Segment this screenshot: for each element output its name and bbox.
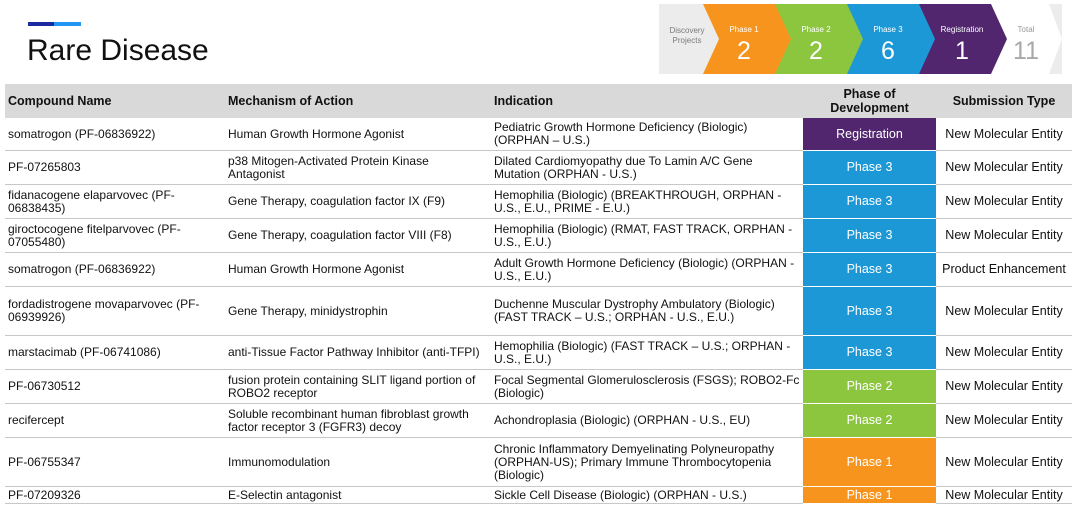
- submission-type: New Molecular Entity: [936, 118, 1072, 151]
- compound-name: PF-06755347: [5, 438, 225, 487]
- phase-badge: Phase 3: [803, 336, 936, 370]
- phase-badge: Phase 2: [803, 370, 936, 404]
- phase-badge: Phase 3: [803, 253, 936, 287]
- submission-type: New Molecular Entity: [936, 151, 1072, 185]
- stage-total-label: Total: [1017, 25, 1035, 34]
- table-row: [5, 185, 1072, 219]
- title-accent-bar: [28, 22, 81, 26]
- stage-phase3-count: 6: [881, 37, 895, 65]
- compound-name: fordadistrogene movaparvovec (PF-06939926): [5, 287, 225, 336]
- table-row: [5, 151, 1072, 185]
- table-header-row: [5, 84, 1072, 118]
- indication: Chronic Inflammatory Demyelinating Polyneuropathy (ORPHAN-US); Primary Immune Thrombocytopenia (Biologic): [491, 438, 803, 487]
- table-row: [5, 118, 1072, 151]
- header-mechanism: Mechanism of Action: [225, 84, 491, 118]
- phase-badge: Phase 3: [803, 151, 936, 185]
- mechanism-of-action: p38 Mitogen-Activated Protein Kinase Antagonist: [225, 151, 491, 185]
- compound-name: somatrogon (PF-06836922): [5, 253, 225, 287]
- mechanism-of-action: Human Growth Hormone Agonist: [225, 253, 491, 287]
- mechanism-of-action: fusion protein containing SLIT ligand portion of ROBO2 receptor: [225, 370, 491, 404]
- table-row: [5, 438, 1072, 487]
- submission-type: New Molecular Entity: [936, 438, 1072, 487]
- mechanism-of-action: Human Growth Hormone Agonist: [225, 118, 491, 151]
- stage-total-count: 11: [1013, 37, 1039, 65]
- page-title: Rare Disease: [27, 34, 209, 67]
- mechanism-of-action: E-Selectin antagonist: [225, 487, 491, 504]
- mechanism-of-action: Soluble recombinant human fibroblast growth factor receptor 3 (FGFR3) decoy: [225, 404, 491, 438]
- compound-name: somatrogon (PF-06836922): [5, 118, 225, 151]
- header-compound-name: Compound Name: [5, 84, 225, 118]
- submission-type: New Molecular Entity: [936, 287, 1072, 336]
- table-row: [5, 336, 1072, 370]
- stage-phase1-count: 2: [737, 37, 751, 65]
- compound-name: giroctocogene fitelparvovec (PF-07055480): [5, 219, 225, 253]
- mechanism-of-action: anti-Tissue Factor Pathway Inhibitor (anti-TFPI): [225, 336, 491, 370]
- table-row: [5, 404, 1072, 438]
- indication: Pediatric Growth Hormone Deficiency (Biologic) (ORPHAN – U.S.): [491, 118, 803, 151]
- submission-type: Product Enhancement: [936, 253, 1072, 287]
- indication: Adult Growth Hormone Deficiency (Biologic) (ORPHAN - U.S., E.U.): [491, 253, 803, 287]
- phase-badge: Phase 3: [803, 287, 936, 336]
- stage-phase3-label: Phase 3: [873, 25, 903, 34]
- mechanism-of-action: Gene Therapy, coagulation factor IX (F9): [225, 185, 491, 219]
- compound-name: PF-07265803: [5, 151, 225, 185]
- stage-phase1-label: Phase 1: [729, 25, 759, 34]
- table-row: [5, 219, 1072, 253]
- table-row: [5, 287, 1072, 336]
- compound-name: fidanacogene elaparvovec (PF-06838435): [5, 185, 225, 219]
- header-indication: Indication: [491, 84, 803, 118]
- stage-registration-count: 1: [955, 37, 969, 65]
- mechanism-of-action: Immunomodulation: [225, 438, 491, 487]
- stage-registration-label: Registration: [940, 25, 984, 34]
- stage-discovery-label: Discovery Projects: [669, 26, 705, 45]
- submission-type: New Molecular Entity: [936, 219, 1072, 253]
- compound-name: marstacimab (PF-06741086): [5, 336, 225, 370]
- header-submission-type: Submission Type: [936, 84, 1072, 118]
- table-row: [5, 253, 1072, 287]
- phase-badge: Phase 2: [803, 404, 936, 438]
- phase-badge: Phase 3: [803, 185, 936, 219]
- indication: Duchenne Muscular Dystrophy Ambulatory (Biologic) (FAST TRACK – U.S.; ORPHAN - U.S., E.U.): [491, 287, 803, 336]
- compound-table: [5, 84, 1072, 504]
- submission-type: New Molecular Entity: [936, 336, 1072, 370]
- compound-name: PF-06730512: [5, 370, 225, 404]
- stage-phase2-label: Phase 2: [801, 25, 831, 34]
- indication: Dilated Cardiomyopathy due To Lamin A/C Gene Mutation (ORPHAN - U.S.): [491, 151, 803, 185]
- indication: Focal Segmental Glomerulosclerosis (FSGS); ROBO2-Fc (Biologic): [491, 370, 803, 404]
- mechanism-of-action: Gene Therapy, minidystrophin: [225, 287, 491, 336]
- header-phase: Phase of Development: [803, 84, 936, 118]
- phase-badge: Phase 1: [803, 487, 936, 504]
- submission-type: New Molecular Entity: [936, 370, 1072, 404]
- submission-type: New Molecular Entity: [936, 404, 1072, 438]
- stage-phase2-count: 2: [809, 37, 823, 65]
- phase-badge: Phase 1: [803, 438, 936, 487]
- indication: Hemophilia (Biologic) (FAST TRACK – U.S.; ORPHAN - U.S., E.U.): [491, 336, 803, 370]
- phase-badge: Phase 3: [803, 219, 936, 253]
- indication: Sickle Cell Disease (Biologic) (ORPHAN - U.S.): [491, 487, 803, 504]
- pipeline-summary: [659, 4, 1062, 74]
- indication: Hemophilia (Biologic) (RMAT, FAST TRACK, ORPHAN - U.S., E.U.): [491, 219, 803, 253]
- submission-type: New Molecular Entity: [936, 487, 1072, 504]
- submission-type: New Molecular Entity: [936, 185, 1072, 219]
- phase-badge: Registration: [803, 118, 936, 151]
- indication: Achondroplasia (Biologic) (ORPHAN - U.S., EU): [491, 404, 803, 438]
- compound-name: PF-07209326: [5, 487, 225, 504]
- table-row: [5, 370, 1072, 404]
- table-row: [5, 487, 1072, 504]
- mechanism-of-action: Gene Therapy, coagulation factor VIII (F8): [225, 219, 491, 253]
- compound-name: recifercept: [5, 404, 225, 438]
- indication: Hemophilia (Biologic) (BREAKTHROUGH, ORPHAN - U.S., E.U., PRIME - E.U.): [491, 185, 803, 219]
